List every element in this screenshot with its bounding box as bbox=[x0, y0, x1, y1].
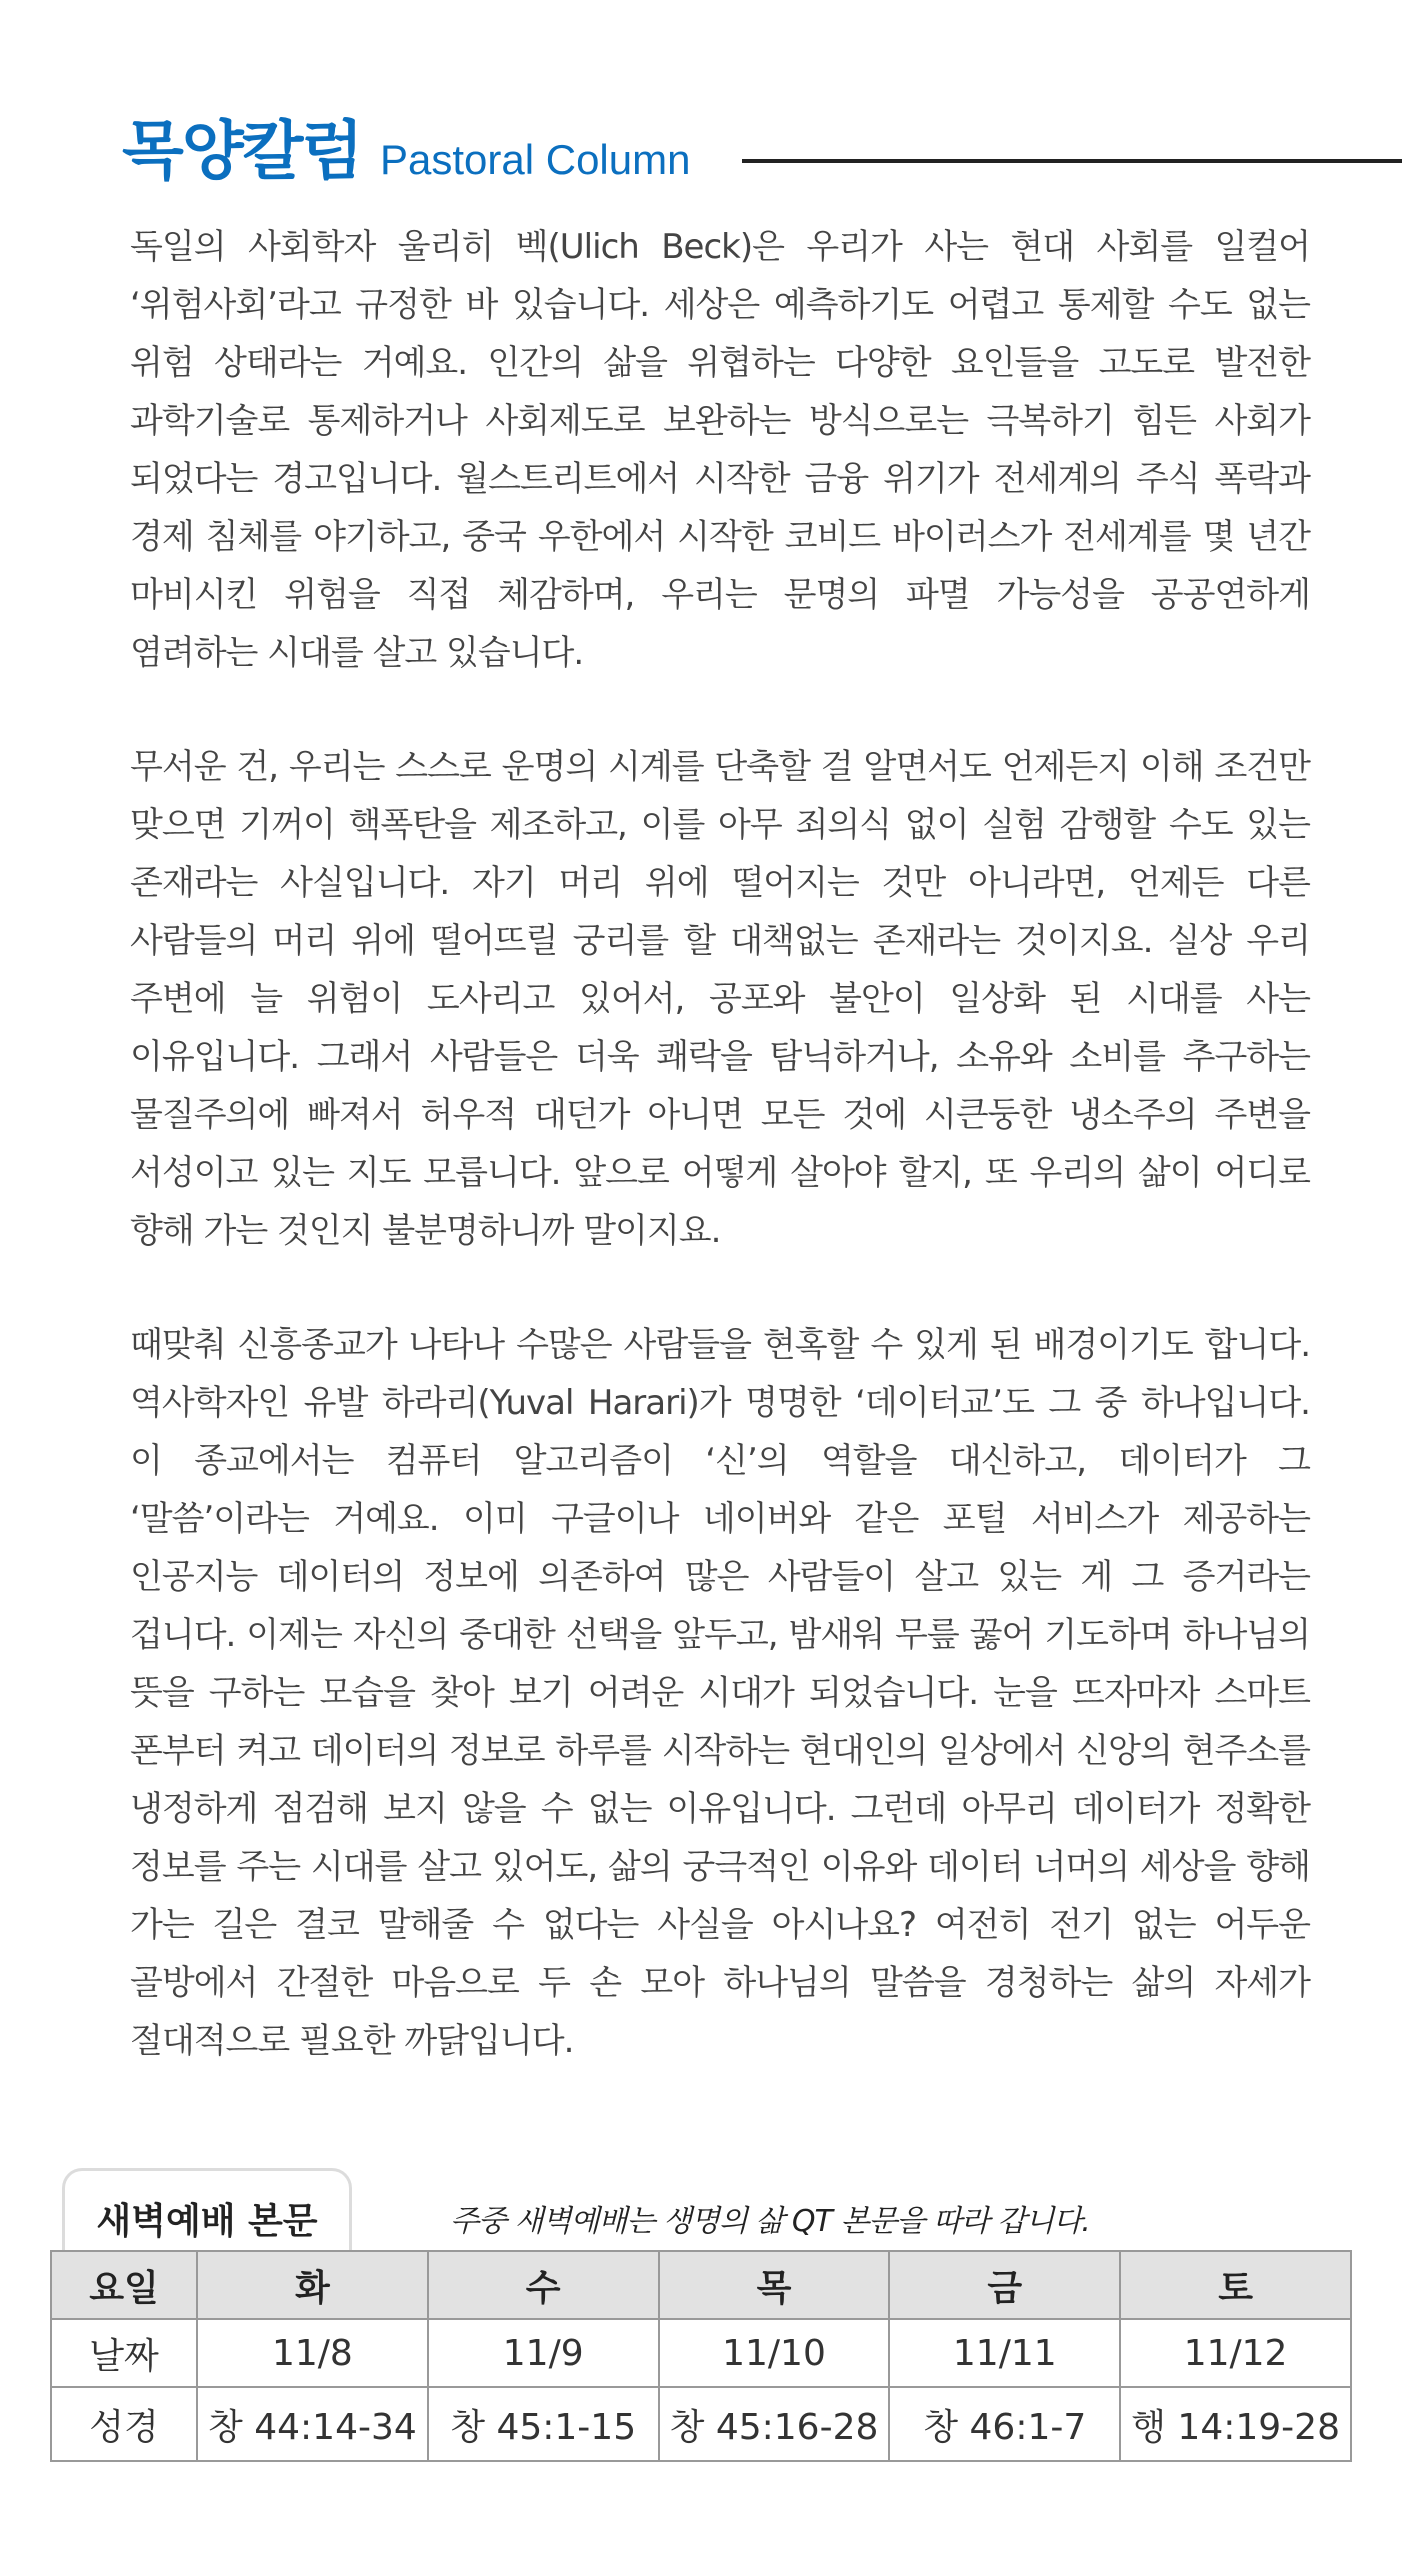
date-cell: 11/12 bbox=[1120, 2319, 1351, 2387]
scripture-row-label: 성경 bbox=[51, 2387, 197, 2461]
schedule-date-row bbox=[51, 2319, 1351, 2387]
article-paragraph-3: 때맞춰 신흥종교가 나타나 수많은 사람들을 현혹할 수 있게 된 배경이기도 합니다. 역사학자인 유발 하라리(Yuval Harari)가 명명한 ‘데이터교’도 그 중 하나입니다. 이 종교에서는 컴퓨터 알고리즘이 ‘신’의 역할을 대신하고, 데이터가 그 ‘말씀’이라는 거예요. 이미 구글이나 네이버와 같은 포털 서비스가 제공하는 인공지능 데이터의 정보에 의존하여 많은 사람들이 살고 있는 게 그 증거라는 겁니다. 이제는 자신의 중대한 선택을 앞두고, 밤새워 무릎 꿇어 기도하며 하나님의 뜻을 구하는 모습을 찾아 보기 어려운 시대가 되었습니다. 눈을 뜨자마자 스마트 폰부터 켜고 데이터의 정보로 하루를 시작하는 현대인의 일상에서 신앙의 현주소를 냉정하게 점검해 보지 않을 수 없는 이유입니다. 그런데 아무리 데이터가 정확한 정보를 주는 시대를 살고 있어도, 삶의 궁극적인 이유와 데이터 너머의 세상을 향해 가는 길은 결코 말해줄 수 없다는 사실을 아시나요? 여전히 전기 없는 어두운 골방에서 간절한 마음으로 두 손 모아 하나님의 말씀을 경청하는 삶의 자세가 절대적으로 필요한 까닭입니다. bbox=[130, 1325, 1310, 2061]
schedule-header-row bbox=[51, 2251, 1351, 2319]
schedule-scripture-row bbox=[51, 2387, 1351, 2461]
schedule-note: 주중 새벽예배는 생명의 삶 QT 본문을 따라 갑니다. bbox=[450, 2204, 1090, 2239]
date-cell: 11/11 bbox=[889, 2319, 1120, 2387]
scripture-cell: 창 45:16-28 bbox=[659, 2387, 890, 2461]
column-article bbox=[130, 218, 1310, 2126]
header-cell-wed: 수 bbox=[428, 2251, 659, 2319]
date-cell: 11/8 bbox=[197, 2319, 428, 2387]
scripture-cell: 창 45:1-15 bbox=[428, 2387, 659, 2461]
scripture-cell: 창 46:1-7 bbox=[889, 2387, 1120, 2461]
scripture-cell: 창 44:14-34 bbox=[197, 2387, 428, 2461]
date-row-label: 날짜 bbox=[51, 2319, 197, 2387]
schedule-table bbox=[50, 2250, 1352, 2462]
header-cell-fri: 금 bbox=[889, 2251, 1120, 2319]
article-paragraph-2: 무서운 건, 우리는 스스로 운명의 시계를 단축할 걸 알면서도 언제든지 이해 조건만 맞으면 기꺼이 핵폭탄을 제조하고, 이를 아무 죄의식 없이 실험 감행할 수도 있는 존재라는 사실입니다. 자기 머리 위에 떨어지는 것만 아니라면, 언제든 다른 사람들의 머리 위에 떨어뜨릴 궁리를 할 대책없는 존재라는 것이지요. 실상 우리 주변에 늘 위험이 도사리고 있어서, 공포와 불안이 일상화 된 시대를 사는 이유입니다. 그래서 사람들은 더욱 쾌락을 탐닉하거나, 소유와 소비를 추구하는 물질주의에 빠져서 허우적 대던가 아니면 모든 것에 시큰둥한 냉소주의 주변을 서성이고 있는 지도 모릅니다. 앞으로 어떻게 살아야 할지, 또 우리의 삶이 어디로 향해 가는 것인지 불분명하니까 말이지요. bbox=[130, 747, 1310, 1251]
header-cell-tue: 화 bbox=[197, 2251, 428, 2319]
schedule-tab bbox=[62, 2168, 352, 2252]
date-cell: 11/10 bbox=[659, 2319, 890, 2387]
date-cell: 11/9 bbox=[428, 2319, 659, 2387]
scripture-cell: 행 14:19-28 bbox=[1120, 2387, 1351, 2461]
column-header bbox=[122, 112, 1302, 192]
column-title-english: Pastoral Column bbox=[380, 136, 691, 183]
header-cell-day-label: 요일 bbox=[51, 2251, 197, 2319]
header-cell-thu: 목 bbox=[659, 2251, 890, 2319]
schedule-tab-label: 새벽예배 본문 bbox=[96, 2201, 318, 2242]
article-paragraph-1: 독일의 사회학자 울리히 벡(Ulich Beck)은 우리가 사는 현대 사회를 일컬어 ‘위험사회’라고 규정한 바 있습니다. 세상은 예측하기도 어렵고 통제할 수도 없는 위험 상태라는 거예요. 인간의 삶을 위협하는 다양한 요인들을 고도로 발전한 과학기술로 통제하거나 사회제도로 보완하는 방식으로는 극복하기 힘든 사회가 되었다는 경고입니다. 월스트리트에서 시작한 금융 위기가 전세계의 주식 폭락과 경제 침체를 야기하고, 중국 우한에서 시작한 코비드 바이러스가 전세계를 몇 년간 마비시킨 위험을 직접 체감하며, 우리는 문명의 파멸 가능성을 공공연하게 염려하는 시대를 살고 있습니다. bbox=[130, 227, 1310, 673]
header-cell-sat: 토 bbox=[1120, 2251, 1351, 2319]
column-title-korean: 목양칼럼 bbox=[122, 115, 362, 189]
title-divider-line bbox=[742, 159, 1402, 163]
